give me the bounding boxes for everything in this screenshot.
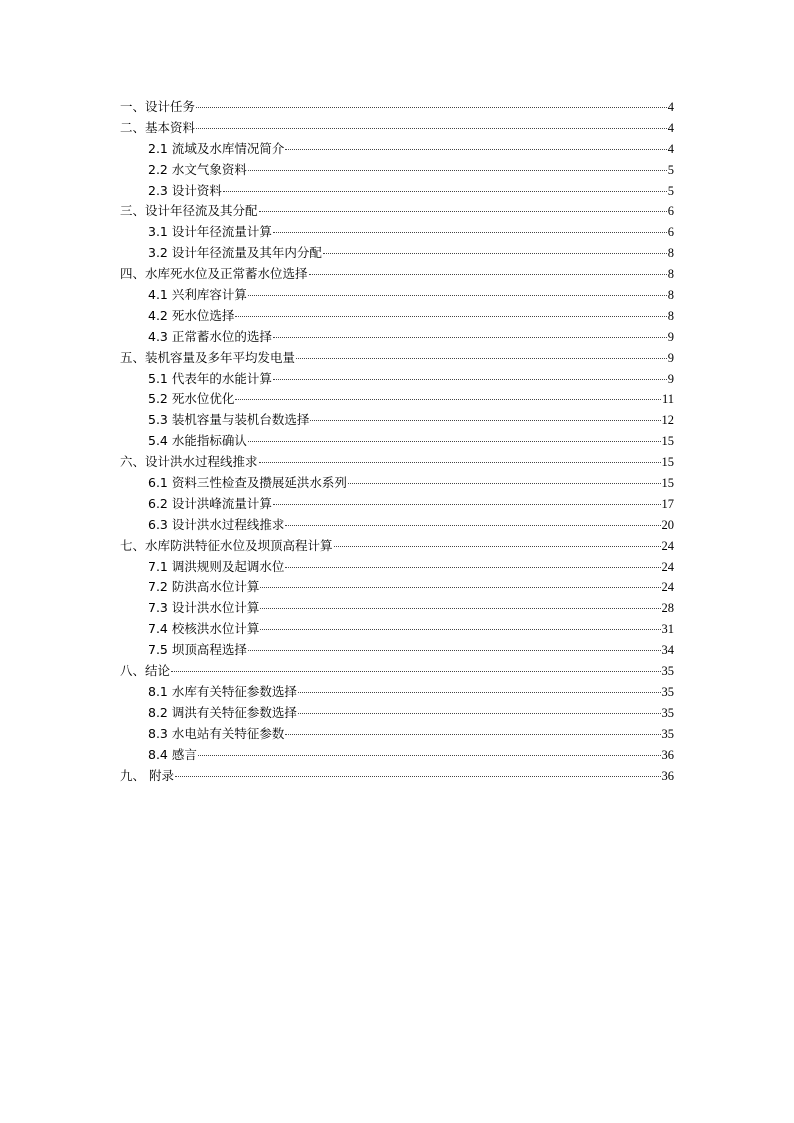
toc-dot-leader: [309, 274, 667, 275]
toc-page-number: 15: [661, 455, 674, 470]
toc-dot-leader: [235, 399, 661, 400]
toc-dot-leader: [259, 211, 667, 212]
toc-page-number: 35: [661, 705, 674, 720]
toc-dot-leader: [323, 253, 667, 254]
toc-dot-leader: [310, 420, 660, 421]
toc-entry-title: 3.2 设计年径流量及其年内分配: [148, 245, 322, 261]
toc-dot-leader: [259, 462, 661, 463]
toc-dot-leader: [285, 567, 660, 568]
toc-page-number: 6: [667, 225, 674, 240]
toc-subentry[interactable]: [120, 473, 674, 494]
toc-entry-title: 7.4 校核洪水位计算: [148, 621, 260, 637]
toc-entry-title: 七、水库防洪特征水位及坝顶高程计算: [120, 537, 333, 553]
toc-dot-leader: [285, 525, 660, 526]
toc-subentry[interactable]: [120, 389, 674, 410]
toc-entry-title: 5.1 代表年的水能计算: [148, 370, 272, 386]
toc-entry-title: 2.1 流域及水库情况简介: [148, 140, 285, 156]
toc-entry-title: 7.5 坝顶高程选择: [148, 642, 247, 658]
toc-page-number: 24: [661, 580, 674, 595]
toc-dot-leader: [273, 504, 661, 505]
toc-dot-leader: [273, 337, 667, 338]
toc-page-number: 8: [667, 308, 674, 323]
toc-dot-leader: [285, 149, 666, 150]
toc-page-number: 8: [667, 246, 674, 261]
toc-entry-title: 一、设计任务: [120, 99, 196, 114]
toc-page-number: 4: [667, 120, 674, 135]
toc-dot-leader: [334, 546, 661, 547]
toc-entry[interactable]: [120, 536, 674, 557]
toc-dot-leader: [235, 316, 666, 317]
toc-entry[interactable]: [120, 452, 674, 473]
toc-page-number: 28: [661, 601, 674, 616]
toc-page-number: 9: [667, 371, 674, 386]
toc-entry-title: 6.2 设计洪峰流量计算: [148, 495, 272, 511]
toc-page-number: 17: [661, 496, 674, 511]
toc-subentry[interactable]: [120, 181, 674, 202]
toc-page-number: 9: [667, 329, 674, 344]
toc-dot-leader: [273, 232, 667, 233]
toc-entry-title: 5.4 水能指标确认: [148, 433, 247, 449]
toc-dot-leader: [248, 170, 667, 171]
toc-page-number: 36: [661, 747, 674, 762]
toc-subentry[interactable]: [120, 640, 674, 661]
toc-page-number: 6: [667, 204, 674, 219]
toc-page-number: 15: [661, 434, 674, 449]
toc-entry-title: 4.2 死水位选择: [148, 307, 235, 323]
toc-page-number: 9: [667, 350, 674, 365]
toc-entry-title: 8.1 水库有关特征参数选择: [148, 683, 297, 699]
toc-dot-leader: [223, 191, 667, 192]
toc-page-number: 24: [661, 559, 674, 574]
toc-subentry[interactable]: [120, 494, 674, 515]
toc-entry[interactable]: [120, 118, 674, 139]
toc-subentry[interactable]: [120, 369, 674, 390]
toc-page-number: 31: [661, 622, 674, 637]
toc-page-number: 35: [661, 684, 674, 699]
toc-subentry[interactable]: [120, 619, 674, 640]
toc-page-number: 4: [667, 100, 674, 114]
toc-dot-leader: [198, 755, 661, 756]
toc-entry-title: 7.3 设计洪水位计算: [148, 600, 260, 616]
toc-page-number: 24: [661, 538, 674, 553]
toc-entry-title: 7.2 防洪高水位计算: [148, 579, 260, 595]
toc-dot-leader: [348, 483, 661, 484]
toc-page-number: 34: [661, 643, 674, 658]
toc-entry-title: 九、 附录: [120, 767, 174, 783]
toc-subentry[interactable]: [120, 557, 674, 578]
toc-subentry[interactable]: [120, 724, 674, 745]
toc-subentry[interactable]: [120, 745, 674, 766]
toc-page-number: 12: [661, 413, 674, 428]
toc-page-number: 20: [661, 517, 674, 532]
toc-page-number: 8: [667, 288, 674, 303]
toc-dot-leader: [296, 358, 667, 359]
toc-dot-leader: [260, 629, 660, 630]
toc-dot-leader: [171, 671, 660, 672]
toc-subentry[interactable]: [120, 682, 674, 703]
toc-entry-title: 8.4 感言: [148, 746, 197, 762]
toc-dot-leader: [298, 692, 661, 693]
toc-dot-leader: [196, 128, 667, 129]
toc-entry-title: 4.1 兴利库容计算: [148, 287, 247, 303]
table-of-contents: [120, 97, 674, 786]
toc-subentry[interactable]: [120, 703, 674, 724]
toc-entry-title: 8.3 水电站有关特征参数: [148, 725, 285, 741]
toc-dot-leader: [248, 650, 661, 651]
toc-page-number: 8: [667, 267, 674, 282]
toc-entry-title: 四、水库死水位及正常蓄水位选择: [120, 266, 308, 282]
toc-subentry[interactable]: [120, 431, 674, 452]
toc-entry-title: 7.1 调洪规则及起调水位: [148, 558, 285, 574]
toc-page-number: 35: [661, 664, 674, 679]
toc-entry[interactable]: [120, 97, 674, 118]
toc-entry[interactable]: [120, 348, 674, 369]
toc-entry-title: 六、设计洪水过程线推求: [120, 454, 258, 470]
toc-dot-leader: [196, 107, 667, 108]
toc-page-number: 35: [661, 726, 674, 741]
toc-subentry[interactable]: [120, 598, 674, 619]
toc-page-number: 36: [661, 768, 674, 783]
toc-entry[interactable]: [120, 766, 674, 787]
toc-dot-leader: [260, 587, 660, 588]
toc-entry-title: 八、结论: [120, 663, 171, 679]
toc-entry-title: 4.3 正常蓄水位的选择: [148, 328, 272, 344]
toc-dot-leader: [248, 295, 667, 296]
toc-entry-title: 6.3 设计洪水过程线推求: [148, 516, 285, 532]
toc-page-number: 11: [661, 392, 674, 407]
toc-entry-title: 五、装机容量及多年平均发电量: [120, 349, 296, 365]
toc-entry-title: 6.1 资料三性检查及攒展延洪水系列: [148, 475, 347, 491]
toc-entry[interactable]: [120, 201, 674, 222]
toc-dot-leader: [260, 608, 660, 609]
toc-subentry[interactable]: [120, 515, 674, 536]
toc-subentry[interactable]: [120, 410, 674, 431]
toc-subentry[interactable]: [120, 306, 674, 327]
toc-subentry[interactable]: [120, 139, 674, 160]
toc-entry-title: 三、设计年径流及其分配: [120, 203, 258, 219]
toc-subentry[interactable]: [120, 243, 674, 264]
toc-page-number: 5: [667, 162, 674, 177]
toc-entry[interactable]: [120, 264, 674, 285]
toc-entry-title: 5.2 死水位优化: [148, 391, 235, 407]
toc-page-number: 4: [667, 141, 674, 156]
toc-subentry[interactable]: [120, 285, 674, 306]
toc-entry-title: 8.2 调洪有关特征参数选择: [148, 704, 297, 720]
toc-entry-title: 2.3 设计资料: [148, 182, 222, 198]
toc-dot-leader: [248, 441, 661, 442]
toc-dot-leader: [298, 713, 661, 714]
toc-dot-leader: [273, 379, 667, 380]
toc-entry-title: 二、基本资料: [120, 119, 196, 135]
toc-dot-leader: [285, 734, 660, 735]
toc-page-number: 5: [667, 183, 674, 198]
toc-subentry[interactable]: [120, 327, 674, 348]
toc-page-number: 15: [661, 476, 674, 491]
toc-dot-leader: [175, 776, 661, 777]
toc-subentry[interactable]: [120, 222, 674, 243]
toc-entry-title: 2.2 水文气象资料: [148, 161, 247, 177]
toc-entry-title: 5.3 装机容量与装机台数选择: [148, 412, 310, 428]
toc-entry-title: 3.1 设计年径流量计算: [148, 224, 272, 240]
toc-subentry[interactable]: [120, 160, 674, 181]
toc-entry[interactable]: [120, 661, 674, 682]
toc-subentry[interactable]: [120, 577, 674, 598]
